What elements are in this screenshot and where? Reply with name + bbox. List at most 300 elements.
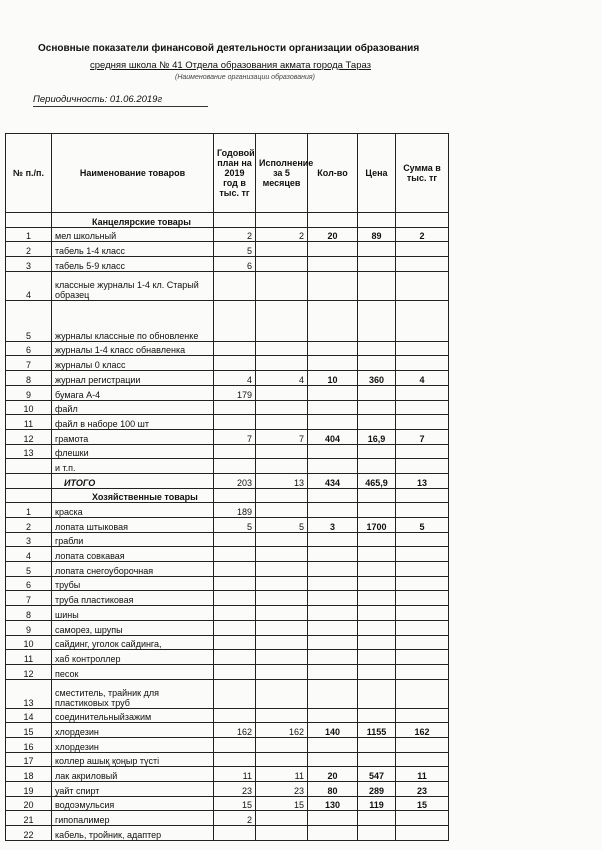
price-value [358, 635, 396, 650]
row-number: 13 [6, 444, 52, 459]
table-row [6, 708, 449, 723]
empty-cell [396, 488, 449, 503]
table-row [6, 811, 449, 826]
sum-value: 4 [396, 371, 449, 386]
price-value [358, 257, 396, 272]
quantity-value [308, 650, 358, 665]
plan-value: 2 [214, 811, 256, 826]
price-value: 16,9 [358, 429, 396, 444]
sum-value [396, 576, 449, 591]
item-name: файл [52, 400, 214, 415]
plan-value: 4 [214, 371, 256, 386]
price-value [358, 385, 396, 400]
sum-value [396, 242, 449, 257]
item-name: табель 5-9 класс [52, 257, 214, 272]
quantity-value: 20 [308, 227, 358, 242]
row-number: 16 [6, 737, 52, 752]
plan-value [214, 606, 256, 621]
row-number: 4 [6, 271, 52, 300]
execution-value [256, 562, 308, 577]
plan-value [214, 679, 256, 708]
price-value: 119 [358, 796, 396, 811]
execution-value [256, 356, 308, 371]
quantity-value [308, 606, 358, 621]
empty-cell [214, 213, 256, 228]
quantity-value [308, 620, 358, 635]
sum-value [396, 356, 449, 371]
sum-value [396, 620, 449, 635]
total-plan: 203 [214, 473, 256, 488]
price-value [358, 415, 396, 430]
row-number: 10 [6, 635, 52, 650]
sum-value: 162 [396, 723, 449, 738]
row-number: 6 [6, 341, 52, 356]
execution-value [256, 826, 308, 841]
quantity-value: 10 [308, 371, 358, 386]
quantity-value [308, 532, 358, 547]
row-number: 5 [6, 300, 52, 341]
plan-value: 2 [214, 227, 256, 242]
row-number: 13 [6, 679, 52, 708]
table-row [6, 271, 449, 300]
row-number: 11 [6, 415, 52, 430]
empty-cell [396, 213, 449, 228]
item-name: лопата совкавая [52, 547, 214, 562]
plan-value [214, 620, 256, 635]
table-row [6, 257, 449, 272]
row-number: 10 [6, 400, 52, 415]
sum-value [396, 459, 449, 474]
price-value [358, 620, 396, 635]
price-value [358, 737, 396, 752]
quantity-value [308, 242, 358, 257]
table-row [6, 400, 449, 415]
row-number: 3 [6, 532, 52, 547]
execution-value [256, 752, 308, 767]
item-name: соединительныйзажим [52, 708, 214, 723]
execution-value [256, 415, 308, 430]
price-value [358, 562, 396, 577]
item-name: хаб контроллер [52, 650, 214, 665]
execution-value [256, 620, 308, 635]
price-value [358, 444, 396, 459]
organization-name: средняя школа № 41 Отдела образования акмата города Тараз [90, 60, 372, 71]
plan-value: 162 [214, 723, 256, 738]
sum-value: 5 [396, 518, 449, 533]
item-name: краска [52, 503, 214, 518]
plan-value: 189 [214, 503, 256, 518]
sum-value [396, 257, 449, 272]
quantity-value [308, 271, 358, 300]
plan-value [214, 562, 256, 577]
row-number: 2 [6, 242, 52, 257]
table-row [6, 371, 449, 386]
item-name: саморез, шрупы [52, 620, 214, 635]
plan-value [214, 591, 256, 606]
row-number: 8 [6, 606, 52, 621]
row-number: 7 [6, 356, 52, 371]
row-number: 7 [6, 591, 52, 606]
sum-value: 15 [396, 796, 449, 811]
row-number: 4 [6, 547, 52, 562]
row-number: 20 [6, 796, 52, 811]
sum-value [396, 752, 449, 767]
plan-value: 23 [214, 782, 256, 797]
execution-value: 2 [256, 227, 308, 242]
table-row [6, 606, 449, 621]
table-row [6, 679, 449, 708]
row-number: 12 [6, 664, 52, 679]
price-value [358, 606, 396, 621]
quantity-value [308, 562, 358, 577]
quantity-value [308, 300, 358, 341]
section-row [6, 213, 449, 228]
total-sum: 13 [396, 473, 449, 488]
sum-value [396, 503, 449, 518]
price-value [358, 532, 396, 547]
plan-value: 5 [214, 518, 256, 533]
price-value [358, 679, 396, 708]
document-title: Основные показатели финансовой деятельности организации образования [38, 43, 420, 54]
plan-value [214, 356, 256, 371]
quantity-value [308, 400, 358, 415]
header-execution: Исполнение за 5 месяцев [256, 134, 308, 213]
item-name: кабель, тройник, адаптер [52, 826, 214, 841]
price-value: 547 [358, 767, 396, 782]
section-row [6, 488, 449, 503]
table-row [6, 664, 449, 679]
quantity-value: 404 [308, 429, 358, 444]
plan-value [214, 444, 256, 459]
sum-value [396, 606, 449, 621]
table-row [6, 518, 449, 533]
total-label: ИТОГО [52, 473, 214, 488]
empty-cell [256, 213, 308, 228]
item-name: журналы классные по обновленке [52, 300, 214, 341]
execution-value [256, 708, 308, 723]
row-number: 8 [6, 371, 52, 386]
organization-caption: (Наименование организации образования) [175, 74, 315, 81]
item-name: журнал регистрации [52, 371, 214, 386]
plan-value [214, 635, 256, 650]
quantity-value [308, 576, 358, 591]
row-number: 11 [6, 650, 52, 665]
row-number: 2 [6, 518, 52, 533]
empty-cell [6, 488, 52, 503]
execution-value [256, 664, 308, 679]
execution-value [256, 576, 308, 591]
item-name: коллер ашық қоңыр түсті [52, 752, 214, 767]
empty-cell [308, 488, 358, 503]
quantity-value [308, 679, 358, 708]
section-title: Хозяйственные товары [52, 488, 214, 503]
plan-value [214, 341, 256, 356]
row-number: 3 [6, 257, 52, 272]
item-name: трубы [52, 576, 214, 591]
sum-value: 2 [396, 227, 449, 242]
price-value [358, 503, 396, 518]
table-row [6, 737, 449, 752]
item-name: сайдинг, уголок сайдинга, [52, 635, 214, 650]
quantity-value: 20 [308, 767, 358, 782]
quantity-value [308, 664, 358, 679]
empty-cell [256, 488, 308, 503]
execution-value: 4 [256, 371, 308, 386]
table-row [6, 782, 449, 797]
empty-cell [214, 488, 256, 503]
item-name: грабли [52, 532, 214, 547]
price-value [358, 341, 396, 356]
row-number: 15 [6, 723, 52, 738]
execution-value [256, 400, 308, 415]
quantity-value [308, 459, 358, 474]
item-name: лопата штыковая [52, 518, 214, 533]
quantity-value [308, 811, 358, 826]
table-row [6, 242, 449, 257]
execution-value [256, 503, 308, 518]
item-name: хлордезин [52, 723, 214, 738]
plan-value [214, 826, 256, 841]
item-name: гипопалимер [52, 811, 214, 826]
execution-value: 23 [256, 782, 308, 797]
table-row [6, 767, 449, 782]
price-value [358, 547, 396, 562]
row-number: 18 [6, 767, 52, 782]
price-value [358, 271, 396, 300]
price-value [358, 459, 396, 474]
quantity-value [308, 444, 358, 459]
sum-value [396, 547, 449, 562]
sum-value [396, 737, 449, 752]
sum-value [396, 532, 449, 547]
sum-value [396, 271, 449, 300]
price-value [358, 826, 396, 841]
plan-value [214, 415, 256, 430]
header-number: № п./п. [6, 134, 52, 213]
quantity-value [308, 356, 358, 371]
row-number: 17 [6, 752, 52, 767]
plan-value: 179 [214, 385, 256, 400]
execution-value [256, 737, 308, 752]
sum-value [396, 635, 449, 650]
header-sum: Сумма в тыс. тг [396, 134, 449, 213]
price-value [358, 752, 396, 767]
execution-value [256, 257, 308, 272]
execution-value [256, 606, 308, 621]
price-value [358, 576, 396, 591]
quantity-value [308, 591, 358, 606]
plan-value: 11 [214, 767, 256, 782]
header-quantity: Кол-во [308, 134, 358, 213]
table-row [6, 532, 449, 547]
execution-value: 162 [256, 723, 308, 738]
table-row [6, 620, 449, 635]
header-plan: Годовой план на 2019 год в тыс. тг [214, 134, 256, 213]
item-name: песок [52, 664, 214, 679]
plan-value [214, 400, 256, 415]
table-row [6, 300, 449, 341]
table-row [6, 752, 449, 767]
quantity-value [308, 547, 358, 562]
table-row [6, 723, 449, 738]
execution-value [256, 300, 308, 341]
execution-value: 11 [256, 767, 308, 782]
sum-value [396, 341, 449, 356]
empty-cell [358, 488, 396, 503]
item-name: хлордезин [52, 737, 214, 752]
execution-value [256, 591, 308, 606]
price-value [358, 811, 396, 826]
quantity-value [308, 503, 358, 518]
table-row [6, 796, 449, 811]
total-row [6, 473, 449, 488]
item-name: флешки [52, 444, 214, 459]
total-execution: 13 [256, 473, 308, 488]
plan-value: 6 [214, 257, 256, 272]
quantity-value [308, 708, 358, 723]
row-number: 5 [6, 562, 52, 577]
price-value [358, 356, 396, 371]
plan-value: 15 [214, 796, 256, 811]
quantity-value [308, 257, 358, 272]
item-name: лопата снегоуборочная [52, 562, 214, 577]
row-number: 1 [6, 227, 52, 242]
item-name: файл в наборе 100 шт [52, 415, 214, 430]
table-row [6, 415, 449, 430]
price-value [358, 300, 396, 341]
sum-value: 7 [396, 429, 449, 444]
sum-value [396, 826, 449, 841]
execution-value [256, 679, 308, 708]
table-row [6, 503, 449, 518]
price-value [358, 650, 396, 665]
finance-table [5, 133, 449, 841]
item-name: журналы 0 класс [52, 356, 214, 371]
row-number: 9 [6, 385, 52, 400]
row-number [6, 459, 52, 474]
item-name: грамота [52, 429, 214, 444]
item-name: лак акриловый [52, 767, 214, 782]
execution-value [256, 635, 308, 650]
period-underline [33, 106, 208, 107]
table-row [6, 227, 449, 242]
execution-value: 5 [256, 518, 308, 533]
row-number: 1 [6, 503, 52, 518]
execution-value [256, 532, 308, 547]
sum-value [396, 679, 449, 708]
row-number: 19 [6, 782, 52, 797]
table-row [6, 341, 449, 356]
item-name: классные журналы 1-4 кл. Старый образец [52, 271, 214, 300]
item-name: шины [52, 606, 214, 621]
sum-value [396, 300, 449, 341]
plan-value [214, 547, 256, 562]
price-value: 360 [358, 371, 396, 386]
plan-value [214, 664, 256, 679]
execution-value [256, 341, 308, 356]
table-row [6, 650, 449, 665]
table-row [6, 444, 449, 459]
table-row [6, 459, 449, 474]
header-name: Наименование товаров [52, 134, 214, 213]
sum-value [396, 664, 449, 679]
plan-value [214, 650, 256, 665]
item-name: труба пластиковая [52, 591, 214, 606]
plan-value [214, 737, 256, 752]
price-value [358, 591, 396, 606]
price-value [358, 708, 396, 723]
plan-value: 7 [214, 429, 256, 444]
section-title: Канцелярские товары [52, 213, 214, 228]
table-row [6, 547, 449, 562]
quantity-value [308, 826, 358, 841]
sum-value [396, 415, 449, 430]
price-value: 1155 [358, 723, 396, 738]
execution-value: 7 [256, 429, 308, 444]
item-name: водоэмульсия [52, 796, 214, 811]
execution-value [256, 811, 308, 826]
total-price: 465,9 [358, 473, 396, 488]
table-row [6, 429, 449, 444]
plan-value [214, 708, 256, 723]
item-name: уайт спирт [52, 782, 214, 797]
quantity-value [308, 635, 358, 650]
item-name: табель 1-4 класс [52, 242, 214, 257]
execution-value [256, 459, 308, 474]
sum-value [396, 444, 449, 459]
sum-value: 11 [396, 767, 449, 782]
row-number: 14 [6, 708, 52, 723]
sum-value [396, 385, 449, 400]
empty-cell [308, 213, 358, 228]
header-price: Цена [358, 134, 396, 213]
sum-value [396, 591, 449, 606]
sum-value [396, 562, 449, 577]
price-value [358, 664, 396, 679]
execution-value [256, 650, 308, 665]
row-number: 9 [6, 620, 52, 635]
execution-value [256, 242, 308, 257]
empty-cell [6, 473, 52, 488]
plan-value [214, 576, 256, 591]
sum-value: 23 [396, 782, 449, 797]
quantity-value: 3 [308, 518, 358, 533]
item-name: сместитель, трайник для пластиковых труб [52, 679, 214, 708]
price-value: 89 [358, 227, 396, 242]
price-value [358, 242, 396, 257]
row-number: 22 [6, 826, 52, 841]
sum-value [396, 650, 449, 665]
quantity-value [308, 415, 358, 430]
plan-value [214, 459, 256, 474]
period-label: Периодичность: 01.06.2019г [33, 94, 163, 105]
table-row [6, 826, 449, 841]
execution-value: 15 [256, 796, 308, 811]
sum-value [396, 400, 449, 415]
item-name: и т.п. [52, 459, 214, 474]
item-name: бумага А-4 [52, 385, 214, 400]
plan-value [214, 532, 256, 547]
execution-value [256, 271, 308, 300]
empty-cell [6, 213, 52, 228]
quantity-value [308, 737, 358, 752]
quantity-value: 80 [308, 782, 358, 797]
table-row [6, 635, 449, 650]
execution-value [256, 385, 308, 400]
row-number: 21 [6, 811, 52, 826]
price-value: 1700 [358, 518, 396, 533]
row-number: 6 [6, 576, 52, 591]
